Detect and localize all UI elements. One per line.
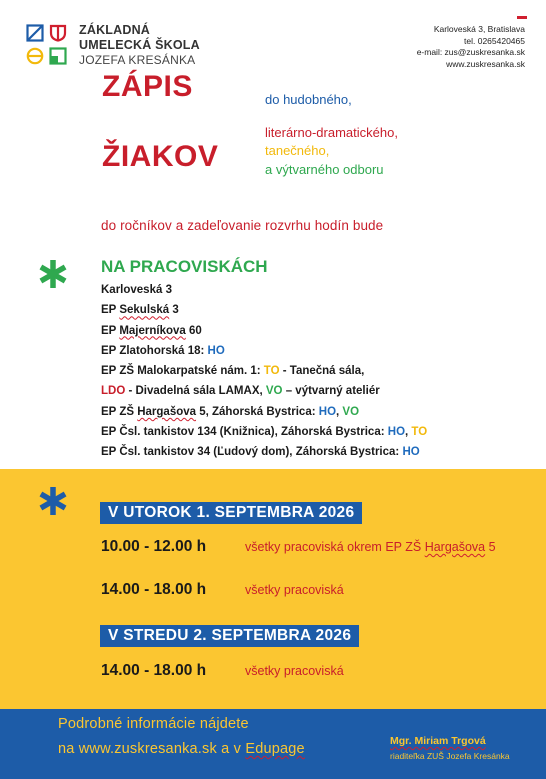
workplaces-list xyxy=(101,283,427,466)
footer-info-line: Podrobné informácie nájdete xyxy=(58,716,249,732)
school-name-line2: UMELECKÁ ŠKOLA xyxy=(79,38,200,52)
time-slot: 14.00 - 18.00 h xyxy=(101,581,207,598)
signature-role: riaditeľka ZUŠ Jozefa Kresánka xyxy=(390,751,510,761)
dept-visual-art: a výtvarného odboru xyxy=(265,162,384,177)
list-item: Karloveská 3 xyxy=(101,284,172,296)
time-slot-location: všetky pracoviská okrem EP ZŠ Hargašova 5 xyxy=(245,540,496,554)
footer-link-line: na www.zuskresanka.sk a v Edupage xyxy=(58,741,305,757)
time-slot: 14.00 - 18.00 h xyxy=(101,662,207,679)
time-slot-location: všetky pracoviská xyxy=(245,664,344,678)
logo-square-blue-icon xyxy=(26,24,44,42)
contact-address: Karloveská 3, Bratislava xyxy=(433,24,525,34)
contact-block xyxy=(417,24,525,70)
list-item: LDO - Divadelná sála LAMAX, VO – výtvarný ateliér xyxy=(101,385,380,398)
school-name xyxy=(79,23,200,68)
list-item: EP Čsl. tankistov 34 (Ľudový dom), Záhorská Bystrica: HO xyxy=(101,446,420,459)
subline: do ročníkov a zadeľovanie rozvrhu hodín bude xyxy=(101,218,384,233)
asterisk-icon xyxy=(38,486,68,516)
dept-literary-drama: literárno-dramatického, xyxy=(265,125,398,140)
time-slot-location: všetky pracoviská xyxy=(245,583,344,597)
list-item: EP ZŠ Malokarpatské nám. 1: TO - Tanečná sála, xyxy=(101,365,365,378)
logo-square-green-icon xyxy=(49,47,67,65)
headline-ziakov: ŽIAKOV xyxy=(102,140,219,173)
logo-circle-yellow-icon xyxy=(26,47,44,65)
school-name-line3: JOZEFA KRESÁNKA xyxy=(79,53,196,67)
dept-music: do hudobného, xyxy=(265,92,352,107)
date-wednesday: V STREDU 2. SEPTEMBRA 2026 xyxy=(100,625,359,647)
header-accent-bar xyxy=(517,16,527,19)
contact-email[interactable]: e-mail: zus@zuskresanka.sk xyxy=(416,47,525,57)
signature-name: Mgr. Miriam Trgová xyxy=(390,735,486,747)
list-item: EP Majerníkova 60 xyxy=(101,324,202,337)
logo-shield-red-icon xyxy=(49,24,67,42)
list-item: EP ZŠ Hargašova 5, Záhorská Bystrica: HO, VO xyxy=(101,405,360,418)
list-item: EP Čsl. tankistov 134 (Knižnica), Záhorská Bystrica: HO, TO xyxy=(101,426,428,439)
headline-zapis: ZÁPIS xyxy=(102,70,193,103)
asterisk-icon xyxy=(38,259,68,289)
dept-dance: tanečného, xyxy=(265,143,330,158)
contact-phone: tel. 0265420465 xyxy=(464,35,525,46)
contact-web[interactable]: www.zuskresanka.sk xyxy=(446,58,525,69)
date-tuesday: V UTOROK 1. SEPTEMBRA 2026 xyxy=(100,502,362,524)
workplaces-title: NA PRACOVISKÁCH xyxy=(101,257,268,276)
list-item: EP Sekulská 3 xyxy=(101,304,179,317)
time-slot: 10.00 - 12.00 h xyxy=(101,538,207,555)
list-item: EP Zlatohorská 18: HO xyxy=(101,344,225,357)
school-name-line1: ZÁKLADNÁ xyxy=(79,23,151,37)
